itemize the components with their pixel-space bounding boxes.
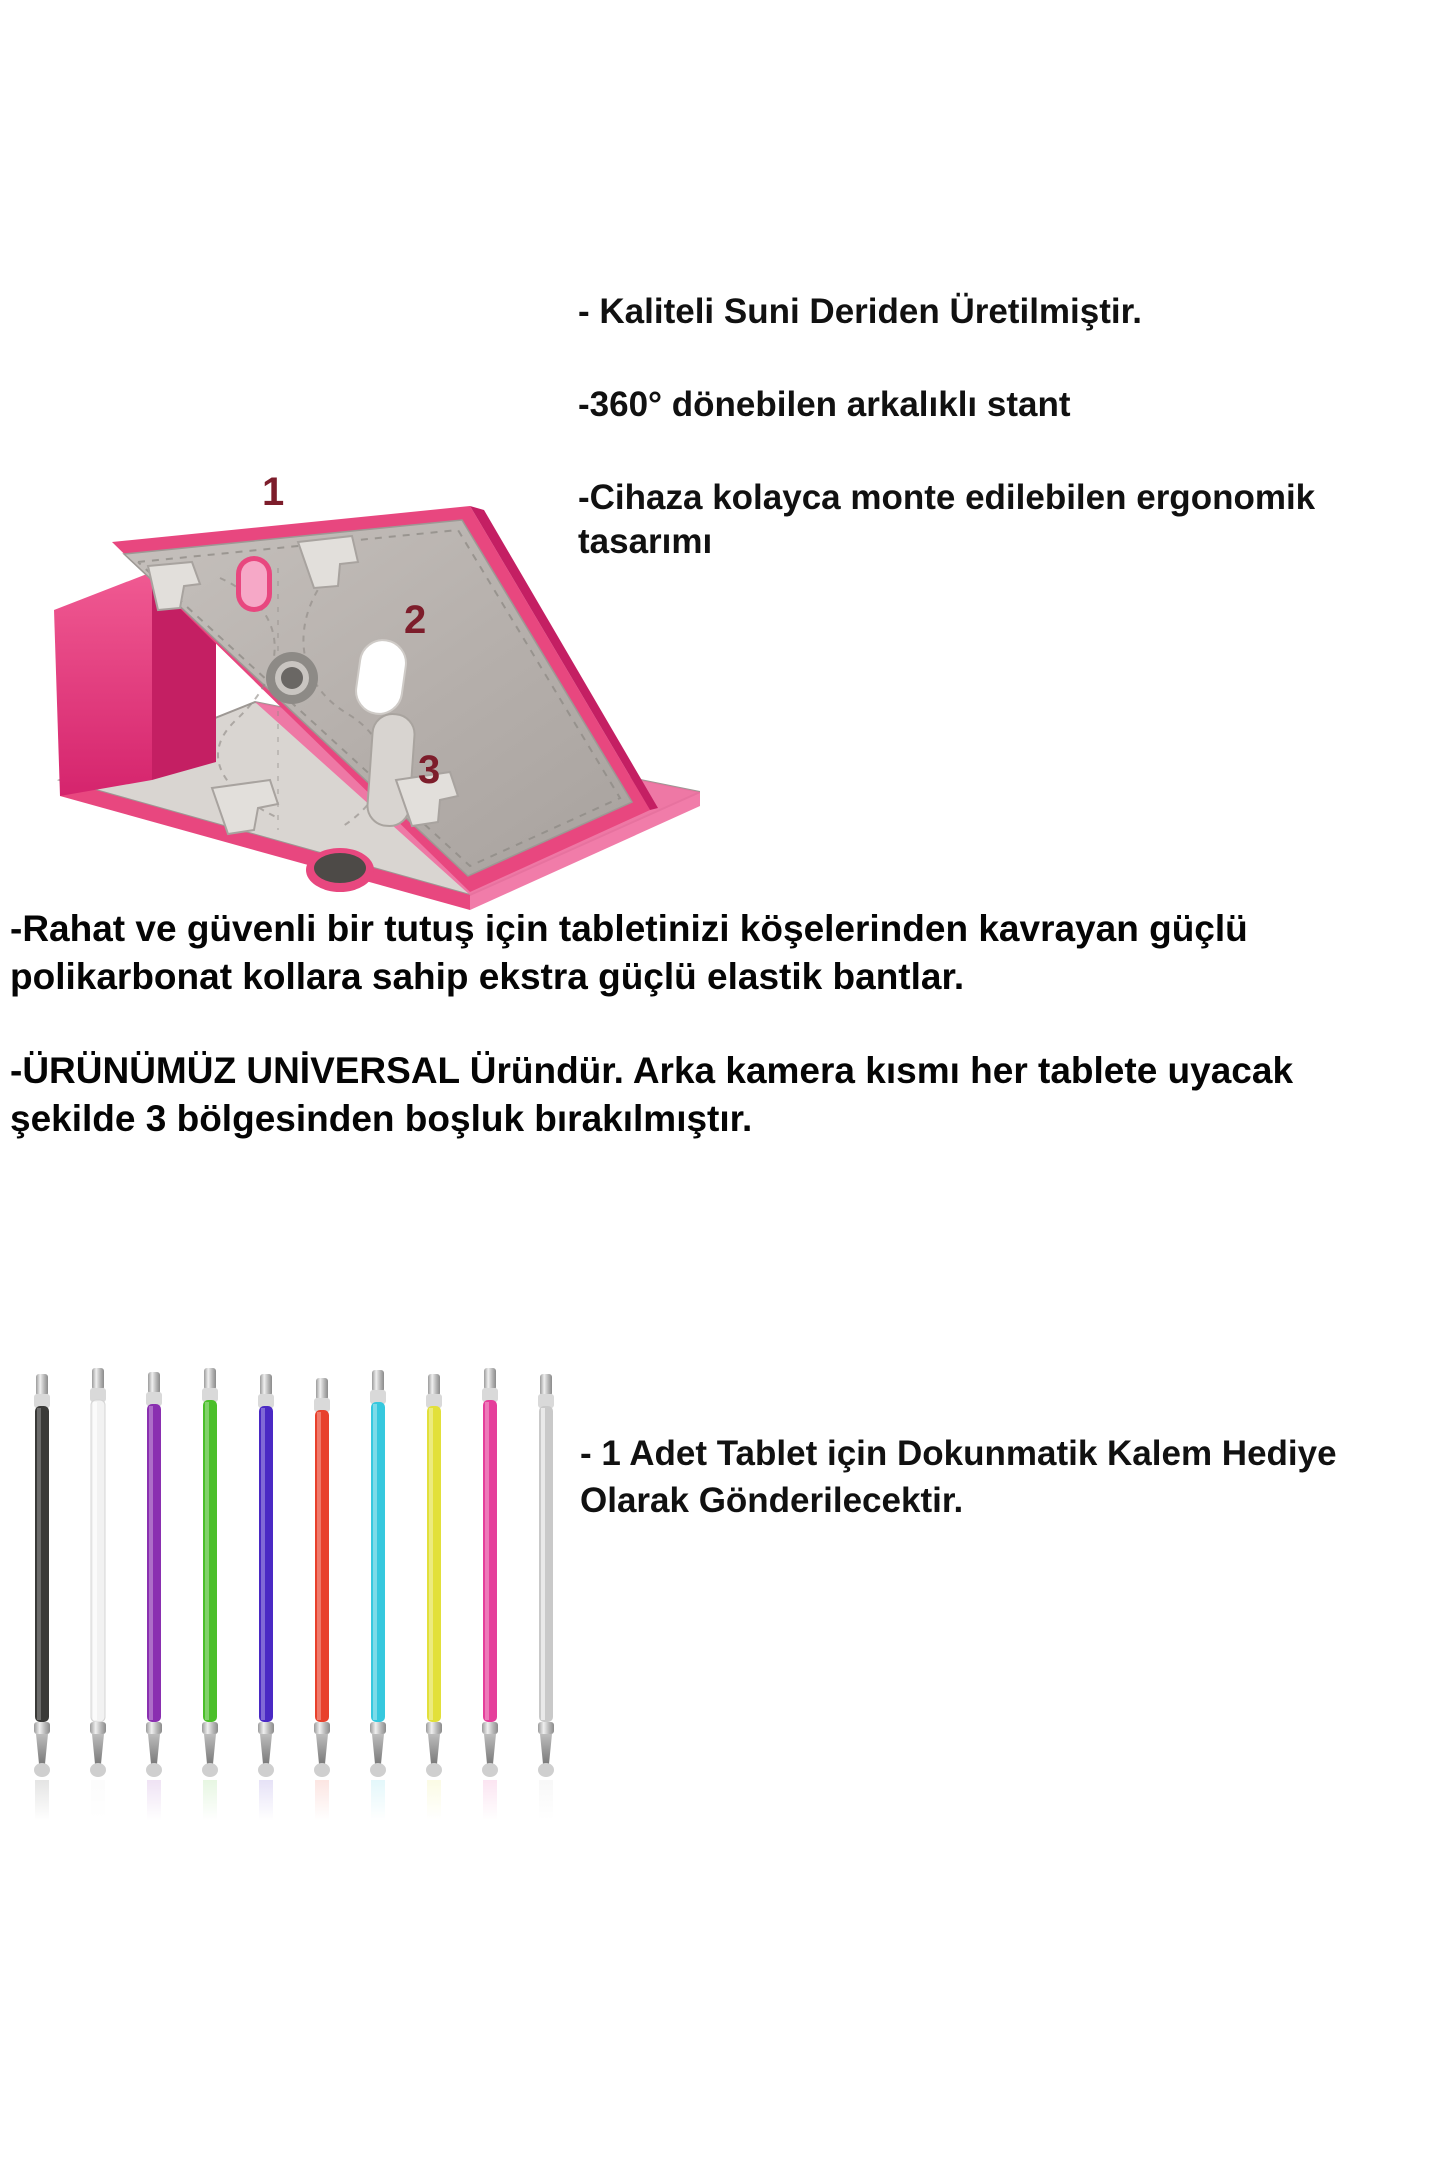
feature-item-rotation: -360° dönebilen arkalıklı stant [578, 384, 1071, 424]
description-paragraphs [10, 905, 1410, 1143]
case-marker-1: 1 [262, 470, 285, 514]
feature-item-ergonomic: -Cihaza kolayca monte edilebilen ergonomik tasarımı [578, 477, 1316, 562]
stylus-pens-illustration [18, 1350, 588, 1910]
case-marker-3: 3 [418, 748, 441, 792]
paragraph-universal: -ÜRÜNÜMÜZ UNİVERSAL Üründür. Arka kamera kısmı her tablete uyacak şekilde 3 bölgesinden boşluk bırakılmıştır. [10, 1050, 1294, 1140]
paragraph-elastic-bands: -Rahat ve güvenli bir tutuş için tabletinizi köşelerinden kavrayan güçlü polikarbonat kollara sahip ekstra güçlü elastik bantlar. [10, 908, 1248, 998]
stylus-gift-section [0, 1330, 1440, 1930]
gift-note-block [580, 1430, 1410, 1525]
gift-note-text: - 1 Adet Tablet için Dokunmatik Kalem Hediye Olarak Gönderilecektir. [580, 1434, 1337, 1521]
feature-item-material: - Kaliteli Suni Deriden Üretilmiştir. [578, 292, 1143, 331]
stylus-pens-image [18, 1350, 588, 1910]
case-marker-2: 2 [404, 598, 427, 642]
top-section [0, 250, 1440, 910]
top-feature-list [578, 290, 1408, 565]
